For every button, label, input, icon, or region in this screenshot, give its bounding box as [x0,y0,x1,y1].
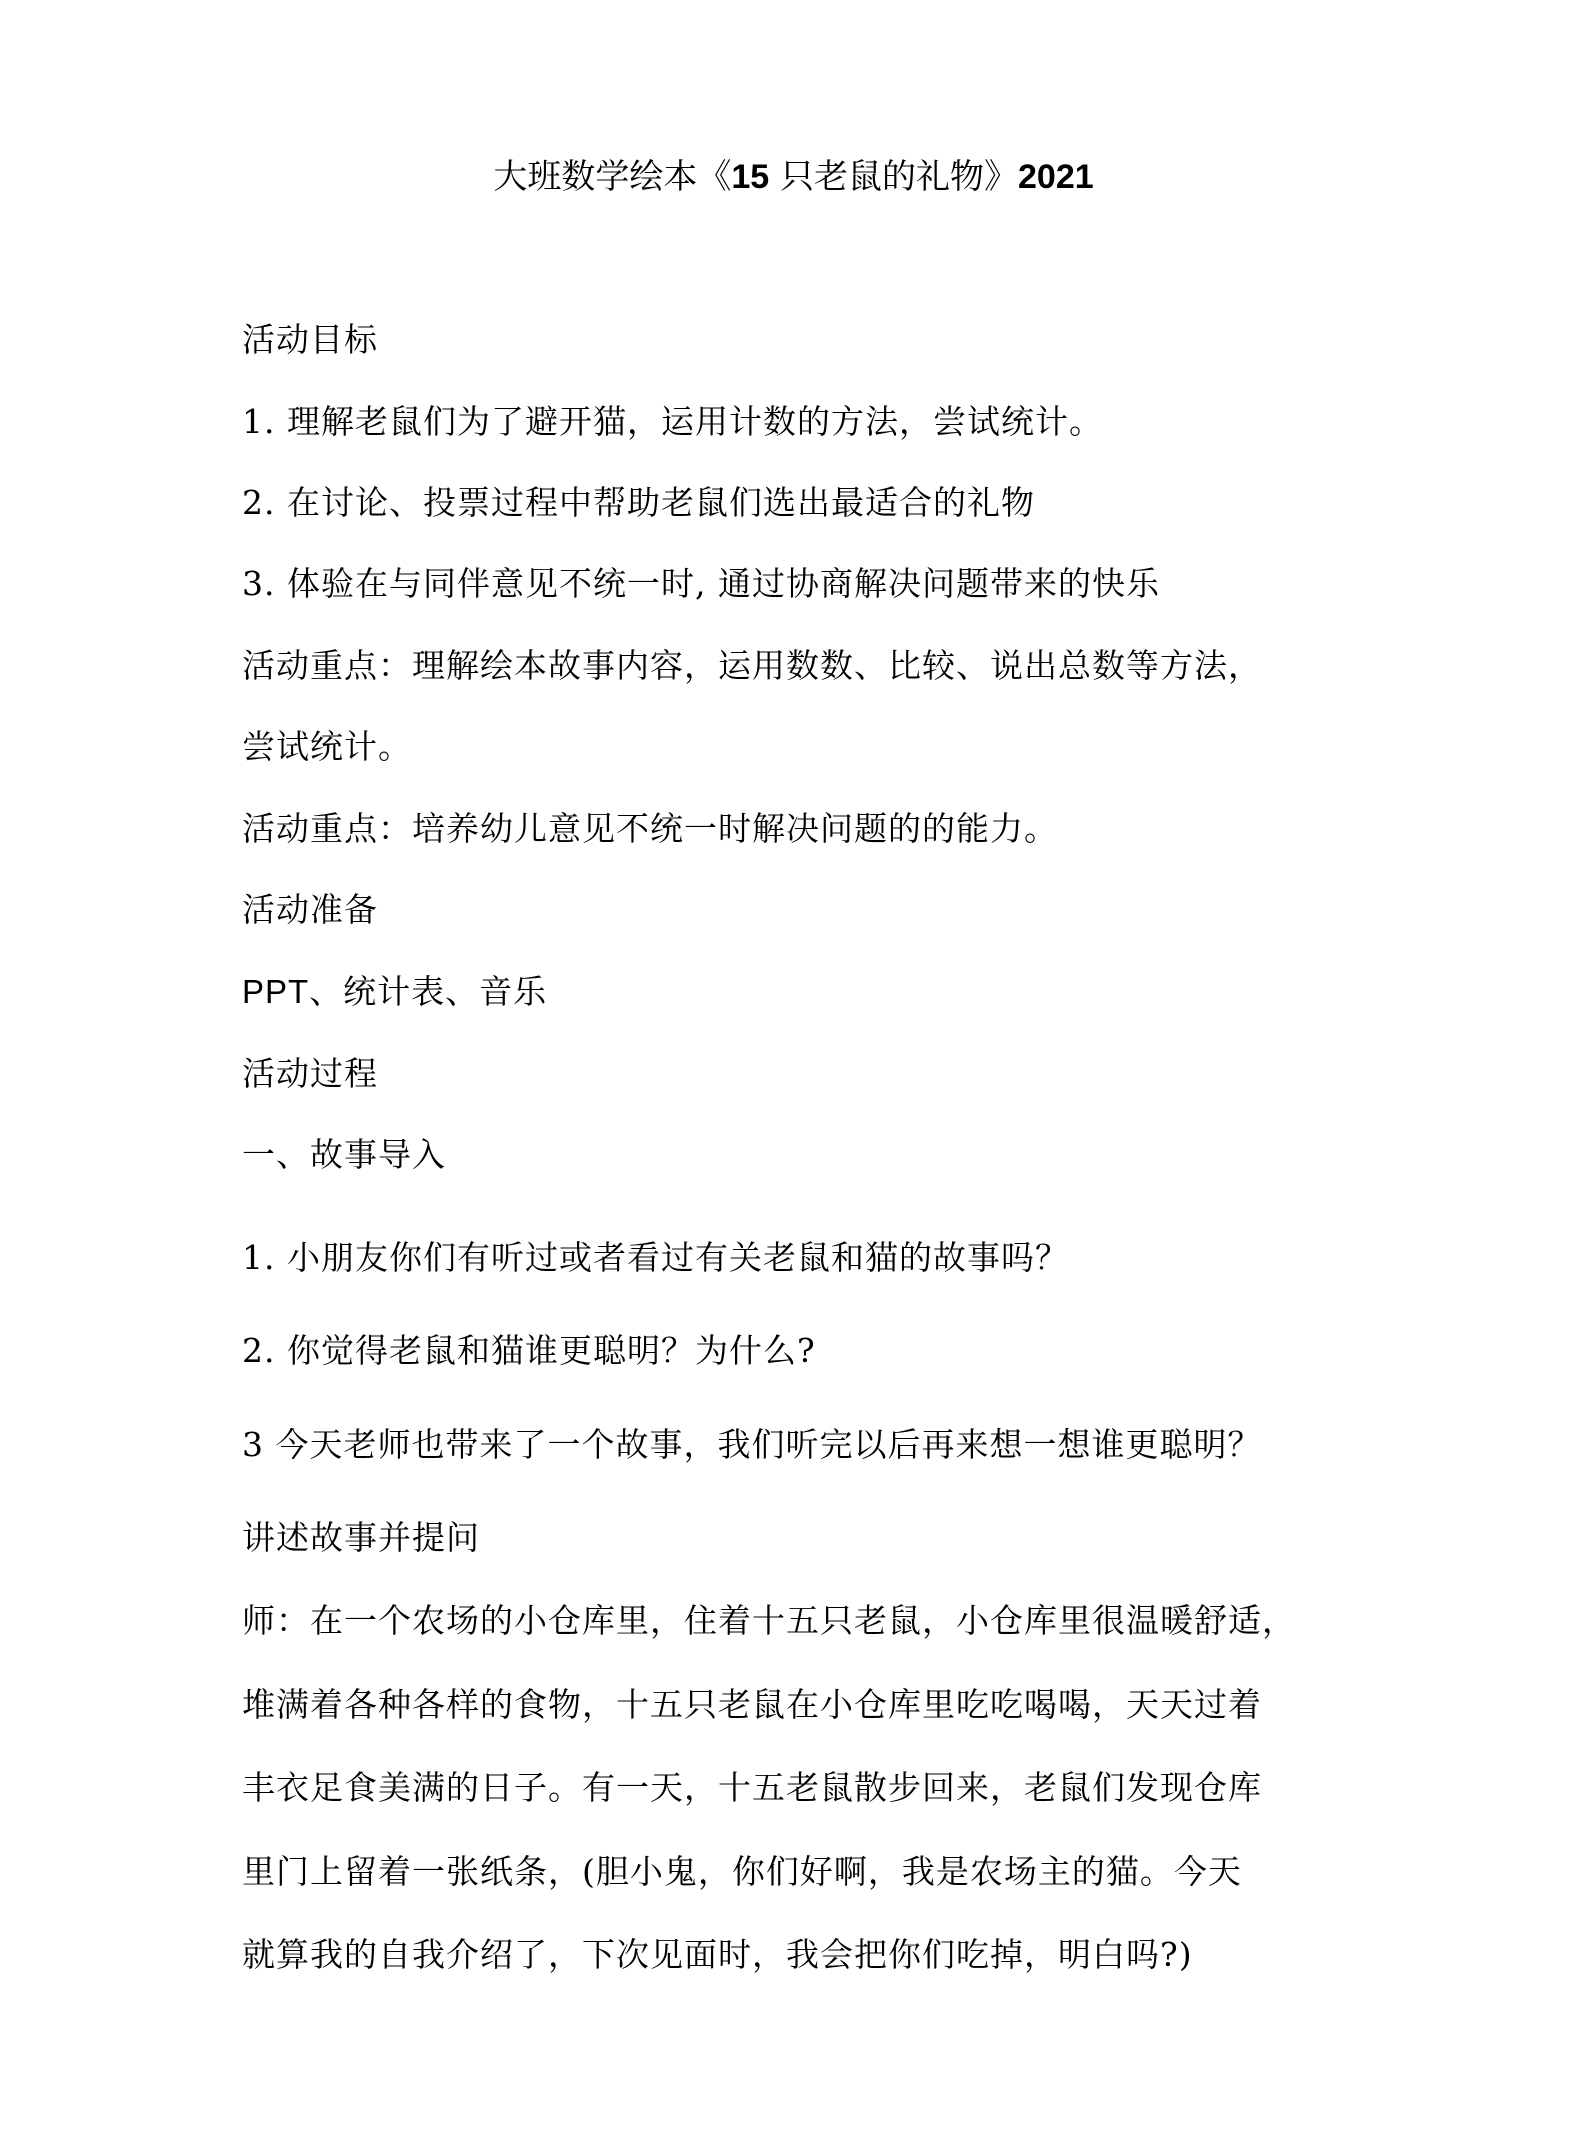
story-line-5: 就算我的自我介绍了，下次见面时，我会把你们吃掉，明白吗?) [242,1935,1193,1974]
part1-heading: 一、故事导入 [242,1135,446,1174]
process-heading: 活动过程 [242,1054,378,1093]
title-number: 15 [731,158,770,196]
goal-item-1: 1. 理解老鼠们为了避开猫，运用计数的方法，尝试统计。 [242,402,1103,441]
story-line-4: 里门上留着一张纸条，(胆小鬼，你们好啊，我是农场主的猫。今天 [242,1852,1242,1891]
key-point-2-label: 活动重点： [242,809,412,848]
key-point-1-label: 活动重点： [242,646,412,685]
key-point-2 [242,804,1058,854]
question-2: 2. 你觉得老鼠和猫谁更聪明？为什么? [242,1331,816,1370]
title-year: 2021 [1018,158,1094,196]
title-prefix: 大班数学绘本《 [493,157,732,197]
key-point-1 [242,641,1262,691]
question-3: 3 今天老师也带来了一个故事，我们听完以后再来想一想谁更聪明？ [242,1425,1262,1464]
key-point-1-text: 理解绘本故事内容，运用数数、比较、说出总数等方法， [412,646,1262,685]
title-middle: 只老鼠的礼物》 [769,157,1018,197]
prep-heading: 活动准备 [242,890,378,929]
key-point-2-text: 培养幼儿意见不统一时解决问题的的能力。 [412,809,1058,848]
story-line-1: 师：在一个农场的小仓库里，住着十五只老鼠，小仓库里很温暖舒适， [242,1601,1296,1640]
goals-heading: 活动目标 [242,320,378,359]
document-title [0,152,1587,202]
story-line-2: 堆满着各种各样的食物，十五只老鼠在小仓库里吃吃喝喝，天天过着 [242,1685,1262,1724]
story-heading: 讲述故事并提问 [242,1518,480,1557]
story-line-3: 丰衣足食美满的日子。有一天，十五老鼠散步回来，老鼠们发现仓库 [242,1768,1262,1807]
question-1: 1. 小朋友你们有听过或者看过有关老鼠和猫的故事吗？ [242,1238,1069,1277]
goal-item-2: 2. 在讨论、投票过程中帮助老鼠们选出最适合的礼物 [242,483,1035,522]
prep-text: PPT、统计表、音乐 [242,973,548,1010]
key-point-1-continuation: 尝试统计。 [242,727,412,766]
goal-item-3: 3. 体验在与同伴意见不统一时, 通过协商解决问题带来的快乐 [242,564,1160,603]
